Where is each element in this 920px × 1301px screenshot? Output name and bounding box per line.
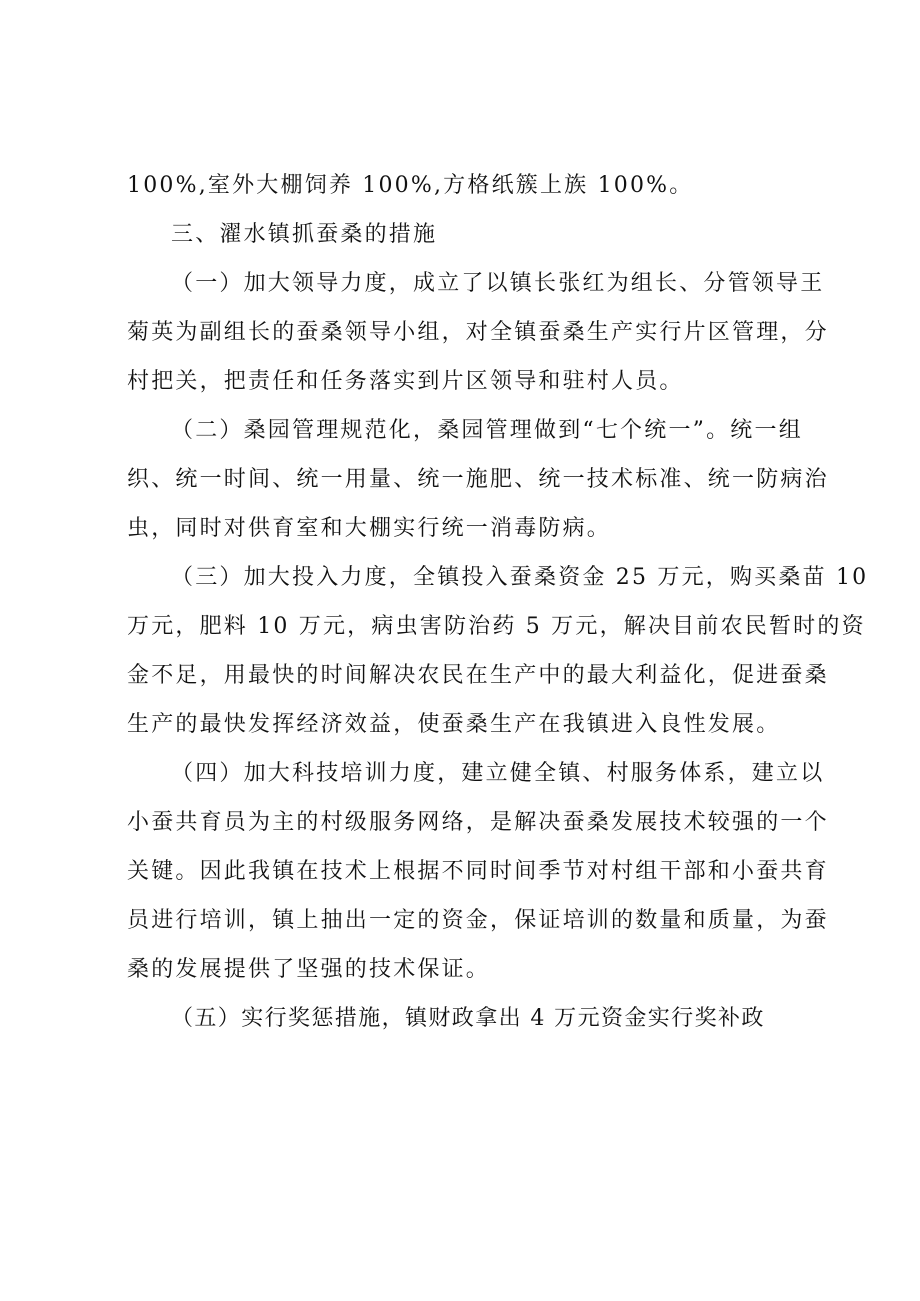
text-line: 村把关，把责任和任务落实到片区领导和驻村人员。 bbox=[127, 369, 684, 394]
text-line-continuation: 100%,室外大棚饲养 100%,方格纸簇上族 100%。 bbox=[127, 173, 694, 198]
text-line-item-1-start: （一）加大领导力度，成立了以镇长张红为组长、分管领导王 bbox=[171, 271, 825, 296]
text-line: 金不足，用最快的时间解决农民在生产中的最大利益化，促进蚕桑 bbox=[127, 663, 829, 688]
text-line: 虫，同时对供育室和大棚实行统一消毒防病。 bbox=[127, 516, 612, 541]
text-line-item-5-start: （五）实行奖惩措施，镇财政拿出 4 万元资金实行奖补政 bbox=[171, 1006, 765, 1031]
text-line: 生产的最快发挥经济效益，使蚕桑生产在我镇进入良性发展。 bbox=[127, 712, 781, 737]
text-line: 菊英为副组长的蚕桑领导小组，对全镇蚕桑生产实行片区管理，分 bbox=[127, 320, 829, 345]
text-line: 织、统一时间、统一用量、统一施肥、统一技术标准、统一防病治 bbox=[127, 467, 829, 492]
section-heading: 三、濯水镇抓蚕桑的措施 bbox=[171, 222, 438, 247]
text-line: 员进行培训，镇上抽出一定的资金，保证培训的数量和质量，为蚕 bbox=[127, 908, 829, 933]
text-line: 万元，肥料 10 万元，病虫害防治药 5 万元，解决目前农民暂时的资 bbox=[127, 614, 866, 639]
text-line-item-3-start: （三）加大投入力度，全镇投入蚕桑资金 25 万元，购买桑苗 10 bbox=[171, 565, 869, 590]
text-line: 桑的发展提供了坚强的技术保证。 bbox=[127, 957, 491, 982]
text-line-item-4-start: （四）加大科技培训力度，建立健全镇、村服务体系，建立以 bbox=[171, 761, 825, 786]
text-line: 关键。因此我镇在技术上根据不同时间季节对村组干部和小蚕共育 bbox=[127, 859, 829, 884]
text-line-item-2-start: （二）桑园管理规范化，桑园管理做到“七个统一”。统一组 bbox=[171, 418, 803, 443]
text-line: 小蚕共育员为主的村级服务网络，是解决蚕桑发展技术较强的一个 bbox=[127, 810, 829, 835]
